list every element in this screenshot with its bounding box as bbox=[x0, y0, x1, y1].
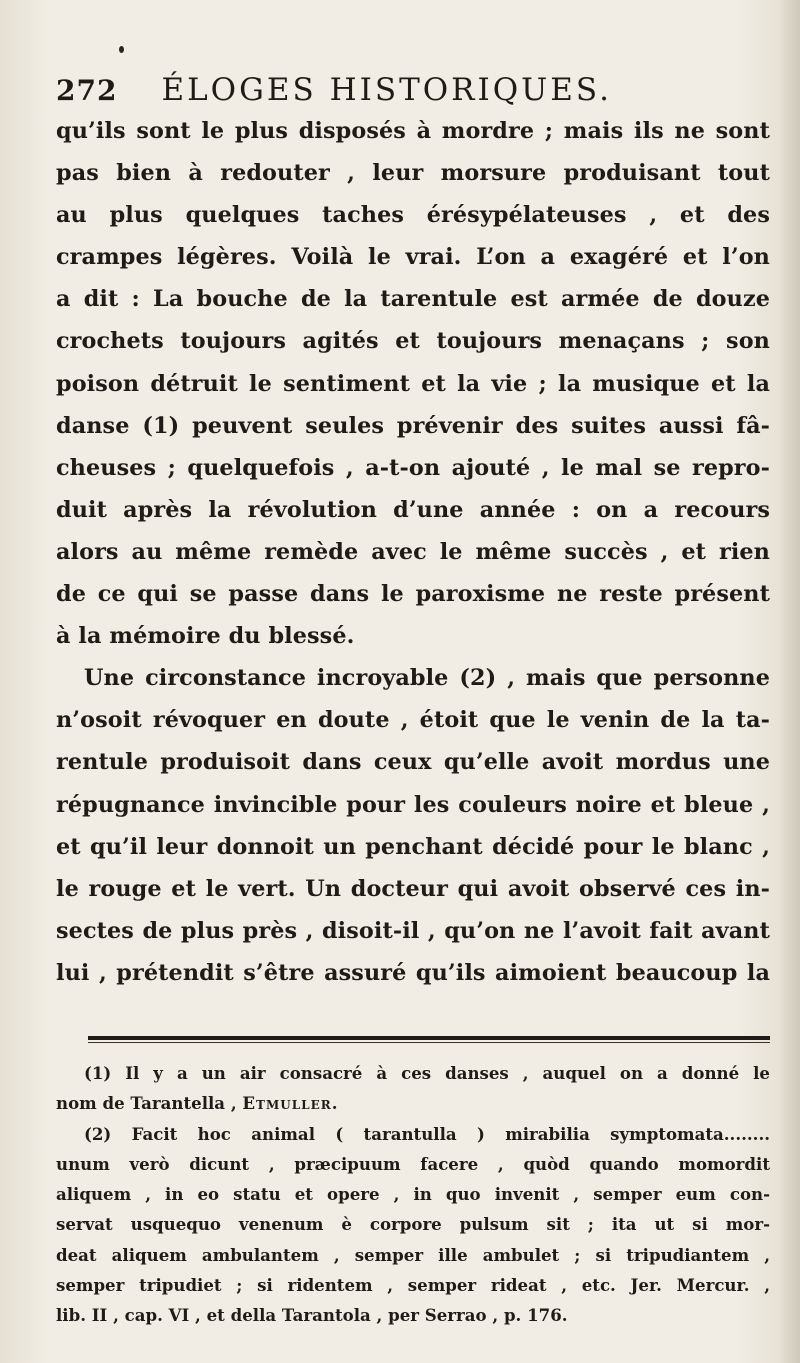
text-line: duit après la révolution d’une année : on a recours bbox=[56, 496, 770, 523]
footnote-2-line: (2) Facit hoc animal ( tarantulla ) mirabilia symptomata........ bbox=[84, 1123, 770, 1144]
text-line: crampes légères. Voilà le vrai. L’on a exagéré et l’on bbox=[56, 244, 770, 271]
footnote-2-line: lib. II , cap. VI , et della Tarantola , per Serrao , p. 176. bbox=[56, 1305, 568, 1326]
text-line: alors au même remède avec le même succès , et rien bbox=[56, 538, 770, 565]
footnote-2-line: unum verò dicunt , præcipuum facere , quòd quando momordit bbox=[56, 1153, 770, 1174]
text-line: cheuses ; quelquefois , a-t-on ajouté , le mal se repro- bbox=[56, 454, 770, 481]
footnote-1-text: nom de Tarantella , bbox=[56, 1093, 237, 1114]
text-line: et qu’il leur donnoit un penchant décidé pour le blanc , bbox=[56, 833, 770, 860]
main-text bbox=[56, 110, 770, 994]
footnote-1-line bbox=[56, 1088, 770, 1118]
text-line: sectes de plus près , disoit-il , qu’on ne l’avoit fait avant bbox=[56, 917, 770, 944]
ink-speck bbox=[119, 46, 124, 53]
text-line: crochets toujours agités et toujours menaçans ; son bbox=[56, 328, 770, 355]
footnote-2-line: semper tripudiet ; si ridentem , semper rideat , etc. Jer. Mercur. , bbox=[56, 1275, 770, 1296]
text-line: répugnance invincible pour les couleurs noire et bleue , bbox=[56, 791, 770, 818]
running-title: ÉLOGES HISTORIQUES. bbox=[161, 72, 612, 108]
footnote-2-line: deat aliquem ambulantem , semper ille ambulet ; si tripudiantem , bbox=[56, 1244, 770, 1265]
footnotes bbox=[56, 1058, 770, 1331]
page-edge-shadow bbox=[778, 0, 800, 1363]
text-line: à la mémoire du blessé. bbox=[56, 623, 355, 650]
text-line: Une circonstance incroyable (2) , mais que personne bbox=[84, 665, 770, 692]
footnote-1-author: Etmuller. bbox=[242, 1093, 339, 1114]
page-number: 272 bbox=[56, 74, 118, 107]
text-line: qu’ils sont le plus disposés à mordre ; mais ils ne sont bbox=[56, 118, 770, 144]
text-line: poison détruit le sentiment et la vie ; la musique et la bbox=[56, 370, 770, 397]
footnote-separator-thin-rule bbox=[88, 1042, 770, 1043]
text-line: a dit : La bouche de la tarentule est armée de douze bbox=[56, 286, 770, 313]
footnote-2-line: aliquem , in eo statu et opere , in quo invenit , semper eum con- bbox=[56, 1184, 770, 1205]
text-line: au plus quelques taches érésypélateuses , et des bbox=[56, 202, 770, 229]
footnote-1-line: (1) Il y a un air consacré à ces danses , auquel on a donné le bbox=[84, 1063, 770, 1083]
footnote-2-line: servat usquequo venenum è corpore pulsum sit ; ita ut si mor- bbox=[56, 1214, 770, 1235]
text-line: n’osoit révoquer en doute , étoit que le venin de la ta- bbox=[56, 707, 770, 734]
text-line: lui , prétendit s’être assuré qu’ils aimoient beaucoup la bbox=[56, 959, 770, 986]
footnote-separator-rule bbox=[88, 1036, 770, 1040]
text-line: rentule produisoit dans ceux qu’elle avoit mordus une bbox=[56, 749, 770, 776]
text-line: danse (1) peuvent seules prévenir des suites aussi fâ- bbox=[56, 412, 770, 439]
text-line: de ce qui se passe dans le paroxisme ne reste présent bbox=[56, 581, 770, 608]
text-line: pas bien à redouter , leur morsure produisant tout bbox=[56, 160, 770, 187]
text-line: le rouge et le vert. Un docteur qui avoit observé ces in- bbox=[56, 875, 770, 902]
